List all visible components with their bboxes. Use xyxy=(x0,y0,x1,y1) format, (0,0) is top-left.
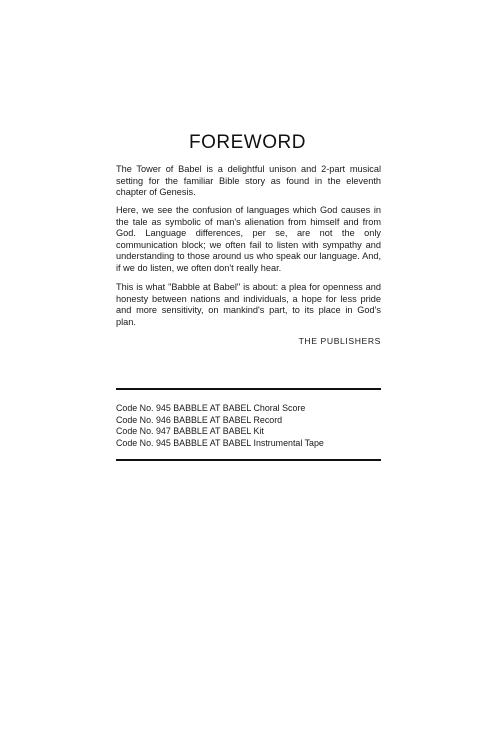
product-code-line: Code No. 945 BABBLE AT BABEL Instrumental Tape xyxy=(116,437,324,448)
product-code-list xyxy=(116,403,381,449)
product-code-line: Code No. 945 BABBLE AT BABEL Choral Score xyxy=(116,403,306,413)
foreword-paragraph-2: Here, we see the confusion of languages which God causes in the tale as symbolic of man's alienation from himself and from God. Language differences, per se, are not the only communication block; we often fail to listen with sympathy and understanding to those around us who speak our language. And, if we do listen, we often don't really hear. xyxy=(116,205,381,273)
bottom-divider xyxy=(116,459,381,461)
product-code-line: Code No. 947 BABBLE AT BABEL Kit xyxy=(116,426,264,437)
page-title: FOREWORD xyxy=(189,132,306,153)
foreword-paragraph-3: This is what "Babble at Babel" is about: a plea for openness and honesty between nations and individuals, a hope for less pride and more sensitivity, on mankind's part, to its place in God's plan. xyxy=(116,282,381,327)
top-divider xyxy=(116,388,381,390)
foreword-paragraph-1: The Tower of Babel is a delightful unison and 2-part musical setting for the familiar Bible story as found in the eleventh chapter of Genesis. xyxy=(116,164,381,198)
publisher-signature: THE PUBLISHERS xyxy=(298,336,381,346)
product-code-line: Code No. 946 BABBLE AT BABEL Record xyxy=(116,414,283,425)
